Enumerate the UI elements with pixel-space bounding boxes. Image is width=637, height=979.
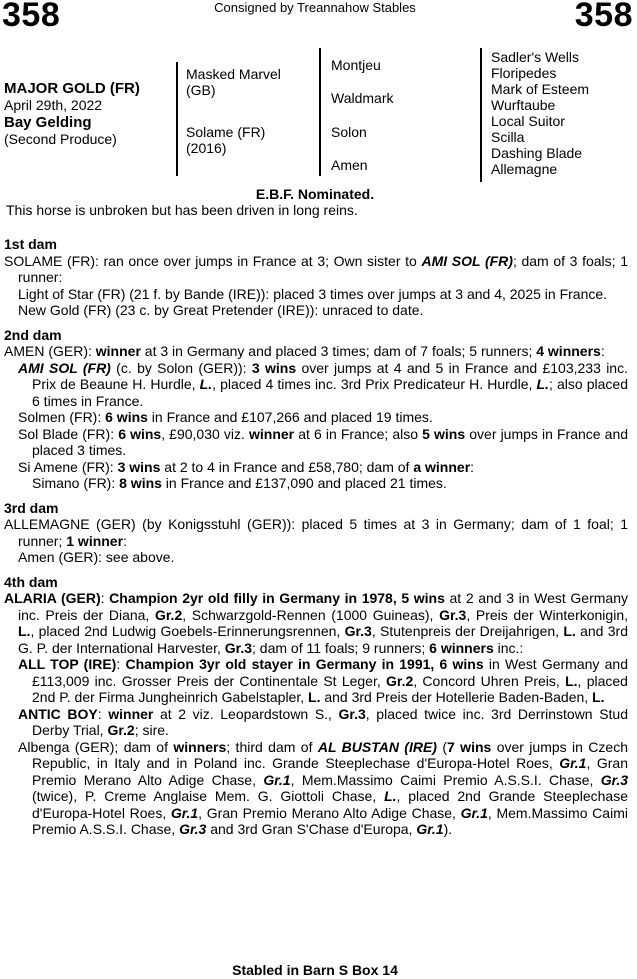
intro-note: This horse is unbroken but has been driven in long reins. bbox=[6, 202, 358, 218]
pedigree-gen3-1: Montjeu bbox=[331, 57, 381, 73]
catalogue-body bbox=[4, 236, 628, 838]
dam2-produce-1: AMI SOL (FR) (c. by Solon (GER)): 3 wins over jumps at 4 and 5 in France and £103,233 inc. Prix de Beaune H. Hurdle, L., placed 4 times inc. 3rd Prix Predicateur H. Hurdle, L.; also placed 6 times in France. bbox=[18, 359, 628, 409]
lot-number-left: 358 bbox=[2, 0, 61, 34]
pedigree-line-2 bbox=[319, 48, 321, 176]
dam2-entry: AMEN (GER): winner at 3 in Germany and placed 3 times; dam of 7 foals; 5 runners; 4 winners: bbox=[4, 343, 605, 359]
pedigree-dam: Solame (FR) (2016) bbox=[186, 124, 266, 156]
heading-1st-dam: 1st dam bbox=[4, 236, 57, 252]
dam3-entry: ALLEMAGNE (GER) (by Konigsstuhl (GER)): placed 5 times at 3 in Germany; dam of 1 foal; 1 runner; 1 winner: bbox=[4, 516, 628, 549]
dam2-produce-2: Solmen (FR): 6 wins in France and £107,266 and placed 19 times. bbox=[18, 409, 433, 425]
heading-4th-dam: 4th dam bbox=[4, 573, 58, 590]
dam3-produce-1: Amen (GER): see above. bbox=[18, 549, 175, 565]
lot-number-right: 358 bbox=[574, 0, 633, 34]
pedigree-gen3-3: Solon bbox=[331, 124, 367, 140]
horse-details bbox=[4, 80, 140, 148]
dam4-produce-2: ANTIC BOY: winner at 2 viz. Leopardstown S., Gr.3, placed twice inc. 3rd Derrinstown Stud Derby Trial, Gr.2; sire. bbox=[18, 705, 629, 738]
dam1-produce-2: New Gold (FR) (23 c. by Great Pretender (IRE)): unraced to date. bbox=[18, 302, 424, 318]
pedigree-line-3 bbox=[480, 48, 482, 182]
dam1-entry: SOLAME (FR): ran once over jumps in France at 3; Own sister to AMI SOL (FR); dam of 3 foals; 1 runner: bbox=[4, 252, 628, 285]
horse-name: MAJOR GOLD (FR) bbox=[4, 80, 140, 97]
foaled-date: April 29th, 2022 bbox=[4, 97, 103, 113]
stabling-info: Stabled in Barn S Box 14 bbox=[232, 962, 398, 978]
pedigree-gen4: Sadler's Wells Floripedes Mark of Esteem Wurftaube Local Suitor Scilla Dashing Blade Allemagne bbox=[491, 49, 590, 177]
dam2-produce-3: Sol Blade (FR): 6 wins, £90,030 viz. winner at 6 in France; also 5 wins over jumps in France and placed 3 times. bbox=[18, 425, 629, 458]
ebf-nominated: E.B.F. Nominated. bbox=[255, 186, 375, 202]
produce-note: (Second Produce) bbox=[4, 131, 117, 147]
dam2-produce-4: Si Amene (FR): 3 wins at 2 to 4 in France and £58,780; dam of a winner: bbox=[18, 458, 475, 475]
consignor: Consigned by Treannahow Stables bbox=[214, 0, 416, 15]
pedigree-gen3-2: Waldmark bbox=[331, 90, 394, 106]
pedigree-line-1 bbox=[176, 62, 178, 176]
dam1-produce-1: Light of Star (FR) (21 f. by Bande (IRE)): placed 3 times over jumps at 3 and 4, 2025 in France. bbox=[18, 285, 608, 302]
dam2-grandproduce: Simano (FR): 8 wins in France and £137,090 and placed 21 times. bbox=[32, 475, 447, 491]
dam4-entry: ALARIA (GER): Champion 2yr old filly in Germany in 1978, 5 wins at 2 and 3 in West Germany inc. Preis der Diana, Gr.2, Schwarzgold-Rennen (1000 Guineas), Gr.3, Preis der Winterkonigin, L., placed 2nd Ludwig Goebels-Erinnerungsrennen, Gr.3, Stutenpreis der Dreijahrigen, L. and 3rd G. P. der International Harvester, Gr.3; dam of 11 foals; 9 runners; 6 winners inc.: bbox=[4, 590, 628, 656]
pedigree-gen3-4: Amen bbox=[331, 157, 368, 173]
horse-sex: Bay Gelding bbox=[4, 114, 92, 131]
heading-3rd-dam: 3rd dam bbox=[4, 499, 59, 516]
dam4-produce-3: Albenga (GER); dam of winners; third dam of AL BUSTAN (IRE) (7 wins over jumps in Czech Republic, in Italy and in Poland inc. Grande Steeplechase d'Europa-Hotel Roes, Gr.1, Gran Premio Merano Alto Adige Chase, Gr.1, Mem.Massimo Caimi Premio A.S.S.I. Chase, Gr.3 (twice), P. Creme Anglaise Mem. G. Giottoli Chase, L., placed 2nd Grande Steeplechase d'Europa-Hotel Roes, Gr.1, Gran Premio Merano Alto Adige Chase, Gr.1, Mem.Massimo Caimi Premio A.S.S.I. Chase, Gr.3 and 3rd Gran S'Chase d'Europa, Gr.1). bbox=[18, 738, 629, 837]
dam4-produce-1: ALL TOP (IRE): Champion 3yr old stayer in Germany in 1991, 6 wins in West Germany and £113,009 inc. Grosser Preis der Continentale St Leger, Gr.2, Concord Uhren Preis, L., placed 2nd P. der Firma Jungheinrich Gabelstapler, L. and 3rd Preis der Hotellerie Baden-Baden, L. bbox=[18, 656, 628, 705]
heading-2nd-dam: 2nd dam bbox=[4, 326, 62, 343]
pedigree-sire: Masked Marvel (GB) bbox=[186, 66, 281, 98]
